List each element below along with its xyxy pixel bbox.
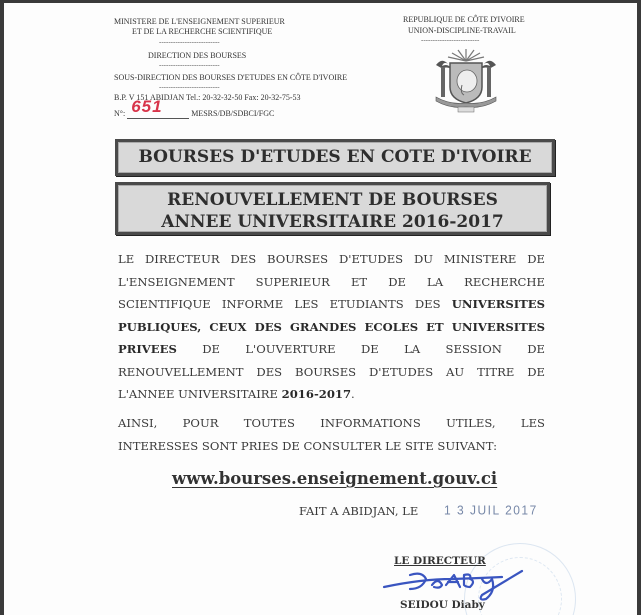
separator-2: -------------------------- [159, 61, 220, 69]
paragraph-line: L'ENSEIGNEMENT SUPERIEUR ET DE LA RECHERCHE [118, 274, 545, 289]
text-normal: L'ANNEE UNIVERSITAIRE [118, 387, 282, 401]
title-box-renouvellement [115, 182, 550, 235]
text-normal: DE L'OUVERTURE DE LA SESSION DE [176, 342, 545, 356]
direction-title: DIRECTION DES BOURSES [148, 51, 247, 60]
ministry-line-1: MINISTERE DE L'ENSEIGNEMENT SUPERIEUR [114, 17, 285, 26]
separator-3: -------------------------- [159, 83, 220, 91]
announcement-paragraph [118, 248, 545, 406]
reference-number: 651 [131, 97, 163, 116]
republic-title: REPUBLIQUE DE CÔTE D'IVOIRE [403, 15, 525, 24]
text-bold: UNIVERSITES [451, 297, 545, 311]
paragraph-line [118, 338, 545, 361]
paragraph-line [118, 316, 545, 339]
text-normal: SCIENTIFIQUE INFORME LES ETUDIANTS DES [118, 297, 452, 311]
text-bold: PUBLIQUES, CEUX DES GRANDES ECOLES ET UNIVERSITES [118, 319, 545, 334]
separator-1: -------------------------- [159, 38, 220, 46]
signatory-name: SEIDOU Diaby [400, 599, 485, 611]
website-link[interactable]: www.bourses.enseignement.gouv.ci [172, 469, 498, 488]
paragraph-line [118, 383, 545, 406]
title-bourses-text: BOURSES D'ETUDES EN COTE D'IVOIRE [138, 147, 532, 167]
reference-line [114, 97, 275, 119]
document-page [4, 3, 637, 615]
signature-icon [382, 565, 532, 601]
stamped-date: 1 3 JUIL 2017 [444, 502, 538, 518]
text-bold: PRIVEES [118, 342, 177, 356]
title-renouvellement-line2: ANNEE UNIVERSITAIRE 2016-2017 [161, 212, 504, 232]
paragraph-line: LE DIRECTEUR DES BOURSES D'ETUDES DU MINISTERE DE [118, 252, 545, 266]
paragraph-line [118, 293, 545, 316]
place-date-label: FAIT A ABIDJAN, LE [299, 504, 419, 518]
reference-suffix: MESRS/DB/SDBCI/FGC [191, 109, 275, 118]
reference-number-field [127, 97, 189, 119]
paragraph-line: AINSI, POUR TOUTES INFORMATIONS UTILES, LES [118, 416, 545, 430]
ministry-line-2: ET DE LA RECHERCHE SCIENTIFIQUE [132, 27, 273, 36]
signatory-title: LE DIRECTEUR [394, 555, 486, 567]
title-box-bourses [115, 139, 555, 176]
contact-info: B.P. V 151 ABIDJAN Tel.: 20-32-32-50 Fax: 20-32-75-53 [114, 93, 301, 102]
title-renouvellement-line1: RENOUVELLEMENT DE BOURSES [167, 190, 498, 210]
paragraph-line: INTERESSES SONT PRIES DE CONSULTER LE SITE SUIVANT: [118, 438, 498, 453]
coat-of-arms-icon [430, 47, 502, 113]
separator-right: ------------------------- [421, 36, 480, 44]
text-normal: . [351, 387, 355, 401]
info-paragraph [118, 412, 545, 457]
reference-prefix: N°: [114, 109, 126, 118]
text-bold: 2016-2017 [281, 387, 352, 401]
sous-direction-title: SOUS-DIRECTION DES BOURSES D'ETUDES EN CÔTE D'IVOIRE [114, 73, 348, 82]
national-motto: UNION-DISCIPLINE-TRAVAIL [408, 26, 516, 35]
paragraph-line: RENOUVELLEMENT DES BOURSES D'ETUDES AU TITRE DE [118, 364, 545, 379]
